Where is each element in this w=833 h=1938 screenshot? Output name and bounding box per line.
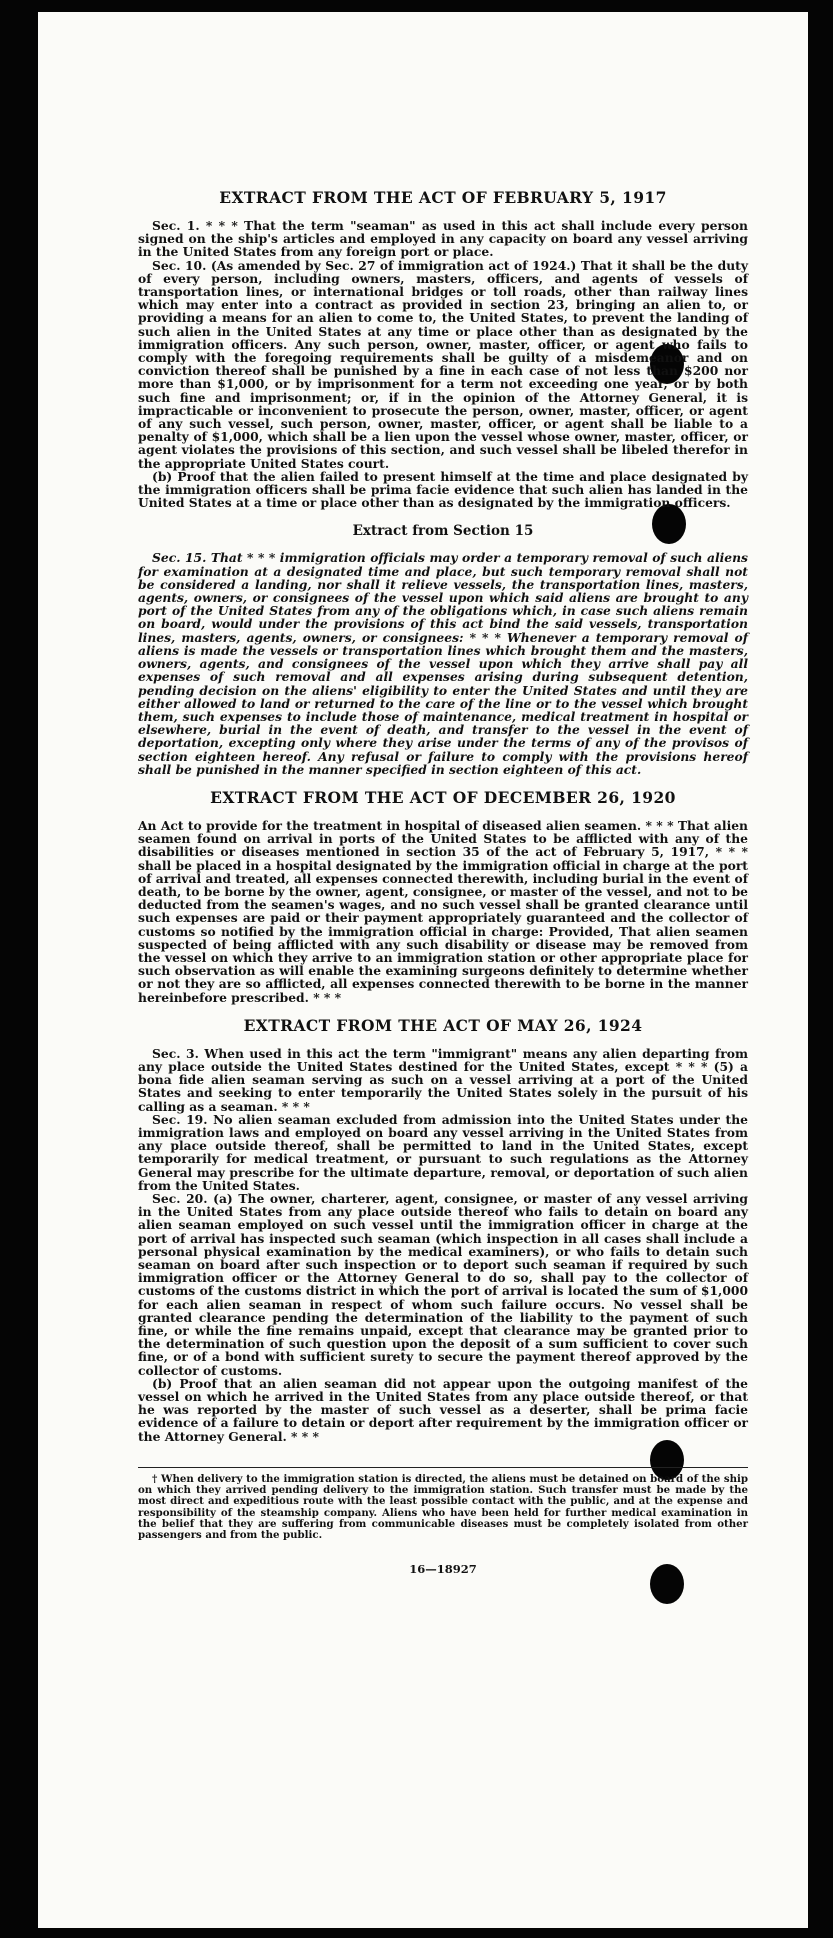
paragraph: Sec. 20. (a) The owner, charterer, agent, consignee, or master of any vessel arriving in the United States from any place outside thereof who fails to detain on board any alien seaman employed on such vessel until the immigration officer in charge at the port of arrival has inspected such seaman (which inspection in all cases shall include a personal physical examination by the medical examiners), or who fails to detain such seaman on board after such inspection or to deport such seaman if required by such immigration officer or the Attorney General to do so, shall pay to the collector of customs of the customs district in which the port of arrival is located the sum of $1,000 for each alien seaman in respect of whom such failure occurs. No vessel shall be granted clearance pending the determination of the liability to the payment of such fine, or while the fine remains unpaid, except that clearance may be granted prior to the determination of such question upon the deposit of a sum sufficient to cover such fine, or of a bond with sufficient surety to secure the payment thereof approved by the collector of customs. (138, 1191, 748, 1378)
section-act-may-1924 (138, 1016, 748, 1443)
paragraph: (b) Proof that the alien failed to present himself at the time and place designated by the immigration officers shall be prima facie evidence that such alien has landed in the United States at a time or place other than as designated by the immigration officers. (138, 468, 748, 511)
footnote: † When delivery to the immigration station is directed, the aliens must be detained on board of the ship on which they arrived pending delivery to the immigration station. Such transfer must be made by the most direct and expeditious route with the least possible contact with the public, and at the expense and responsibility of the steamship company. Aliens who have been held for further medical examination in the belief that they are suffering from communicable diseases must be completely isolated from other passengers and from the public. (138, 1472, 748, 1542)
section-title: EXTRACT FROM THE ACT OF FEBRUARY 5, 1917 (219, 188, 667, 207)
document-page (38, 12, 808, 1928)
paragraph: Sec. 19. No alien seaman excluded from admission into the United States under the immigration laws and employed on board any vessel arriving in the United States from any place outside thereof, shall be permitted to land in the United States, except temporarily for medical treatment, or pursuant to such regulations as the Attorney General may prescribe for the ultimate departure, removal, or deportation of such alien from the United States. (138, 1111, 748, 1193)
section-act-dec-1920 (138, 788, 748, 1004)
paragraph: Sec. 1. * * * That the term "seaman" as used in this act shall include every person signed on the ship's articles and employed in any capacity on board any vessel arriving in the United States from any foreign port or place. (138, 218, 748, 260)
section-act-feb-1917 (138, 188, 748, 509)
paragraph: An Act to provide for the treatment in hospital of diseased alien seamen. * * * That alien seamen found on arrival in ports of the United States to be afflicted with any of the disabilities or diseases mentioned in section 35 of the act of February 5, 1917, * * * shall be placed in a hospital designated by the immigration official in charge at the port of arrival and treated, all expenses connected therewith, including burial in the event of death, to be borne by the owner, agent, consignee, or master of the vessel, and not to be deducted from the seamen's wages, and no such vessel shall be granted clearance until such expenses are paid or their payment appropriately guaranteed and the collector of customs so notified by the immigration official in charge: Provided, That alien seamen suspected of being afflicted with any such disability or disease may be removed from the vessel on which they arrive to an immigration station or other appropriate place for such observation as will enable the examining surgeons definitely to determine whether or not they are so afflicted, all expenses connected therewith to be borne in the manner hereinbefore prescribed. * * * (138, 817, 748, 1005)
paragraph: (b) Proof that an alien seaman did not appear upon the outgoing manifest of the vessel on which he arrived in the United States from any place outside thereof, or that he was reported by the master of such vessel as a deserter, shall be prima facie evidence of a failure to detain or deport after requirement by the immigration officer or the Attorney General. * * * (138, 1375, 748, 1444)
paragraph: Sec. 15. That * * * immigration officials may order a temporary removal of such aliens for examination at a designated time and place, but such temporary removal shall not be considered a landing, nor shall it relieve vessels, the transportation lines, masters, agents, owners, or consignees of the vessel upon which said aliens are brought to any port of the United States from any of the obligations which, in case such aliens remain on board, would under the provisions of this act bind the said vessels, transportation lines, masters, agents, owners, or consignees: * * * Whenever a temporary removal of aliens is made the vessels or transportation lines which brought them and the masters, owners, agents, and consignees of the vessel upon which they arrive shall pay all expenses of such removal and all expenses arising during subsequent detention, pending decision on the aliens' eligibility to enter the United States and until they are either allowed to land or returned to the care of the line or to the vessel which brought them, such expenses to include those of maintenance, medical treatment in hospital or elsewhere, burial in the event of death, and transfer to the vessel in the event of deportation, excepting only where they arise under the terms of any of the provisos of section eighteen hereof. Any refusal or failure to comply with the provisions hereof shall be punished in the manner specified in section eighteen of this act. (138, 550, 748, 777)
section-title: EXTRACT FROM THE ACT OF DECEMBER 26, 1920 (210, 787, 676, 807)
section-extract-15 (138, 523, 748, 775)
paragraph: Sec. 3. When used in this act the term "immigrant" means any alien departing from any place outside the United States destined for the United States, except * * * (5) a bona fide alien seaman serving as such on a vessel arriving at a port of the United States and seeking to enter temporarily the United States solely in the pursuit of his calling as a seaman. * * * (138, 1045, 748, 1114)
section-title: EXTRACT FROM THE ACT OF MAY 26, 1924 (243, 1015, 643, 1035)
section-title: Extract from Section 15 (352, 523, 534, 540)
paragraph: Sec. 10. (As amended by Sec. 27 of immigration act of 1924.) That it shall be the duty of every person, including owners, masters, officers, and agents of vessels of transportation lines, or international bridges or toll roads, other than railway lines which may enter into a contract as provided in section 23, bringing an alien to, or providing a means for an alien to come to, the United States, to prevent the landing of such alien in the United States at any time or place other than as designated by the immigration officers. Any such person, owner, master, officer, or agent who fails to comply with the foregoing requirements shall be guilty of a misdemeanor and on conviction thereof shall be punished by a fine in each case of not less than $200 nor more than $1,000, or by imprisonment for a term not exceeding one year, or by both such fine and imprisonment; or, if in the opinion of the Attorney General, it is impracticable or inconvenient to prosecute the person, owner, master, officer, or agent of any such vessel, such person, owner, master, officer, or agent shall be liable to a penalty of $1,000, which shall be a lien upon the vessel whose owner, master, officer, or agent violates the provisions of this section, and such vessel shall be libeled therefor in the appropriate United States court. (138, 257, 748, 471)
footnote-divider (138, 1467, 748, 1468)
page-number: 16—18927 (409, 1561, 477, 1576)
document-body (138, 188, 748, 1576)
